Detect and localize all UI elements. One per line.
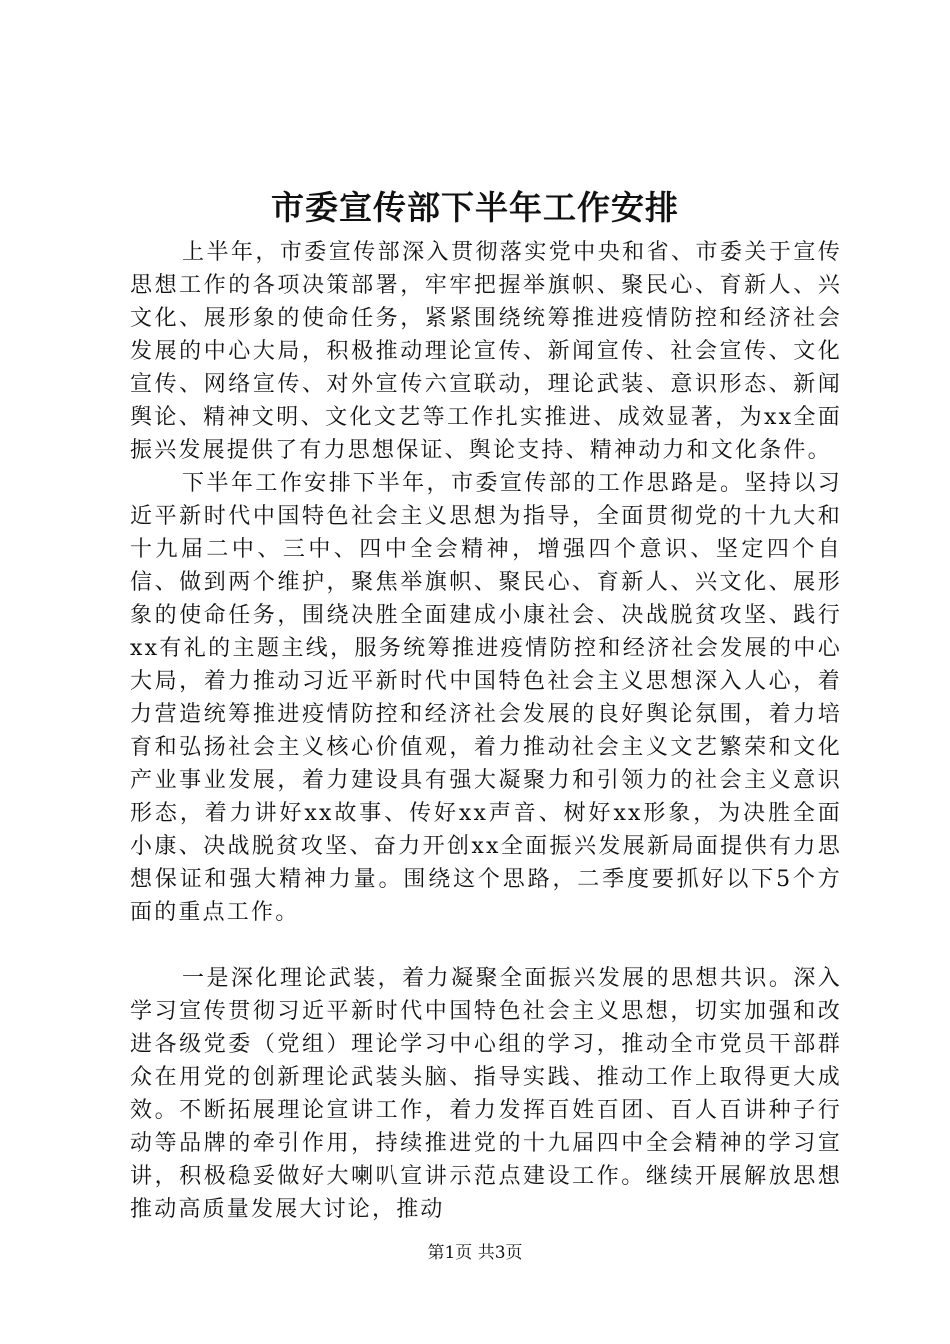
paragraph-first-half-review: 上半年，市委宣传部深入贯彻落实党中央和省、市委关于宣传思想工作的各项决策部署，牢牢把握举旗帜、聚民心、育新人、兴文化、展形象的使命任务，紧紧围绕统筹推进疫情防控和经济社会发展的中心大局，积极推动理论宣传、新闻宣传、社会宣传、文化宣传、网络宣传、对外宣传六宣联动，理论武装、意识形态、新闻舆论、精神文明、文化文艺等工作扎实推进、成效显著，为xx全面振兴发展提供了有力思想保证、舆论支持、精神动力和文化条件。 — [130, 240, 842, 463]
document-body — [130, 236, 842, 1226]
document-title: 市委宣传部下半年工作安排 — [271, 188, 679, 227]
paragraph-theory-arming: 一是深化理论武装，着力凝聚全面振兴发展的思想共识。深入学习宣传贯彻习近平新时代中国特色社会主义思想，切实加强和改进各级党委（党组）理论学习中心组的学习，推动全市党员干部群众在用党的创新理论武装头脑、指导实践、推动工作上取得更大成效。不断拓展理论宣讲工作，着力发挥百姓百团、百人百讲种子行动等品牌的牵引作用，持续推进党的十九届四中全会精神的学习宣讲，积极稳妥做好大喇叭宣讲示范点建设工作。继续开展解放思想推动高质量发展大讨论，推动 — [130, 966, 842, 1222]
page-number-footer: 第1页 共3页 — [427, 1243, 523, 1263]
paragraph-second-half-plan: 下半年工作安排下半年，市委宣传部的工作思路是。坚持以习近平新时代中国特色社会主义思想为指导，全面贯彻党的十九大和十九届二中、三中、四中全会精神，增强四个意识、坚定四个自信、做到两个维护，聚焦举旗帜、聚民心、育新人、兴文化、展形象的使命任务，围绕决胜全面建成小康社会、决战脱贫攻坚、践行xx有礼的主题主线，服务统筹推进疫情防控和经济社会发展的中心大局，着力推动习近平新时代中国特色社会主义思想深入人心，着力营造统筹推进疫情防控和经济社会发展的良好舆论氛围，着力培育和弘扬社会主义核心价值观，着力推动社会主义文艺繁荣和文化产业事业发展，着力建设具有强大凝聚力和引领力的社会主义意识形态，着力讲好xx故事、传好xx声音、树好xx形象，为决胜全面小康、决战脱贫攻坚、奋力开创xx全面振兴发展新局面提供有力思想保证和强大精神力量。围绕这个思路，二季度要抓好以下5个方面的重点工作。 — [130, 471, 842, 925]
